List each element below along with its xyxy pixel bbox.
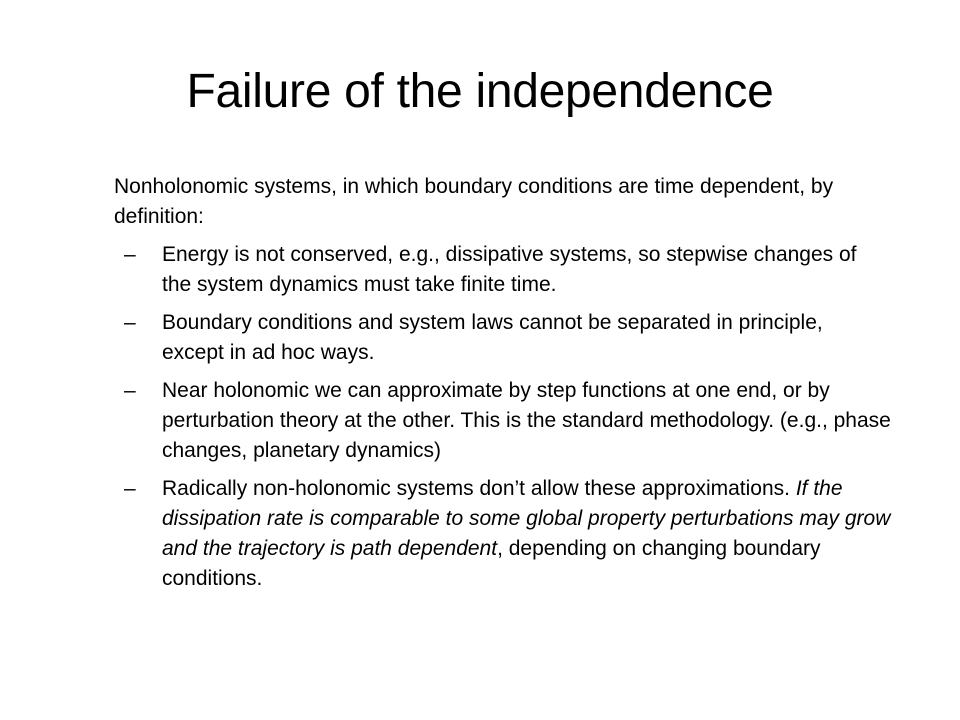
intro-paragraph: Nonholonomic systems, in which boundary conditions are time dependent, by definition: (114, 175, 834, 228)
bullet-text (162, 474, 902, 594)
bullet-text-plain: Radically non-holonomic systems don’t allow these approximations. (162, 477, 796, 500)
bullet-list (114, 240, 914, 594)
bullet-text-italic: If the dissipation rate is comparable to some global property perturbations may grow and the trajectory is path dependent (162, 477, 891, 560)
bullet-text: Energy is not conserved, e.g., dissipative systems, so stepwise changes of the system dynamics must take finite time. (162, 243, 857, 296)
slide-title: Failure of the independence (186, 65, 774, 118)
bullet-item (124, 474, 902, 594)
bullet-text: Boundary conditions and system laws cannot be separated in principle, except in ad hoc ways. (162, 311, 823, 364)
bullet-item (124, 376, 902, 466)
bullet-text-plain-end: , depending on changing boundary conditions. (162, 537, 821, 590)
bullet-dash: – (124, 477, 136, 500)
bullet-dash: – (124, 243, 136, 266)
bullet-item (124, 308, 878, 368)
slide-body (114, 172, 914, 602)
bullet-dash: – (124, 379, 136, 402)
bullet-item (124, 240, 878, 300)
bullet-text: Near holonomic we can approximate by step functions at one end, or by perturbation theory at the other. This is the standard methodology. (e.g., phase changes, planetary dynamics) (162, 379, 891, 462)
bullet-dash: – (124, 311, 136, 334)
